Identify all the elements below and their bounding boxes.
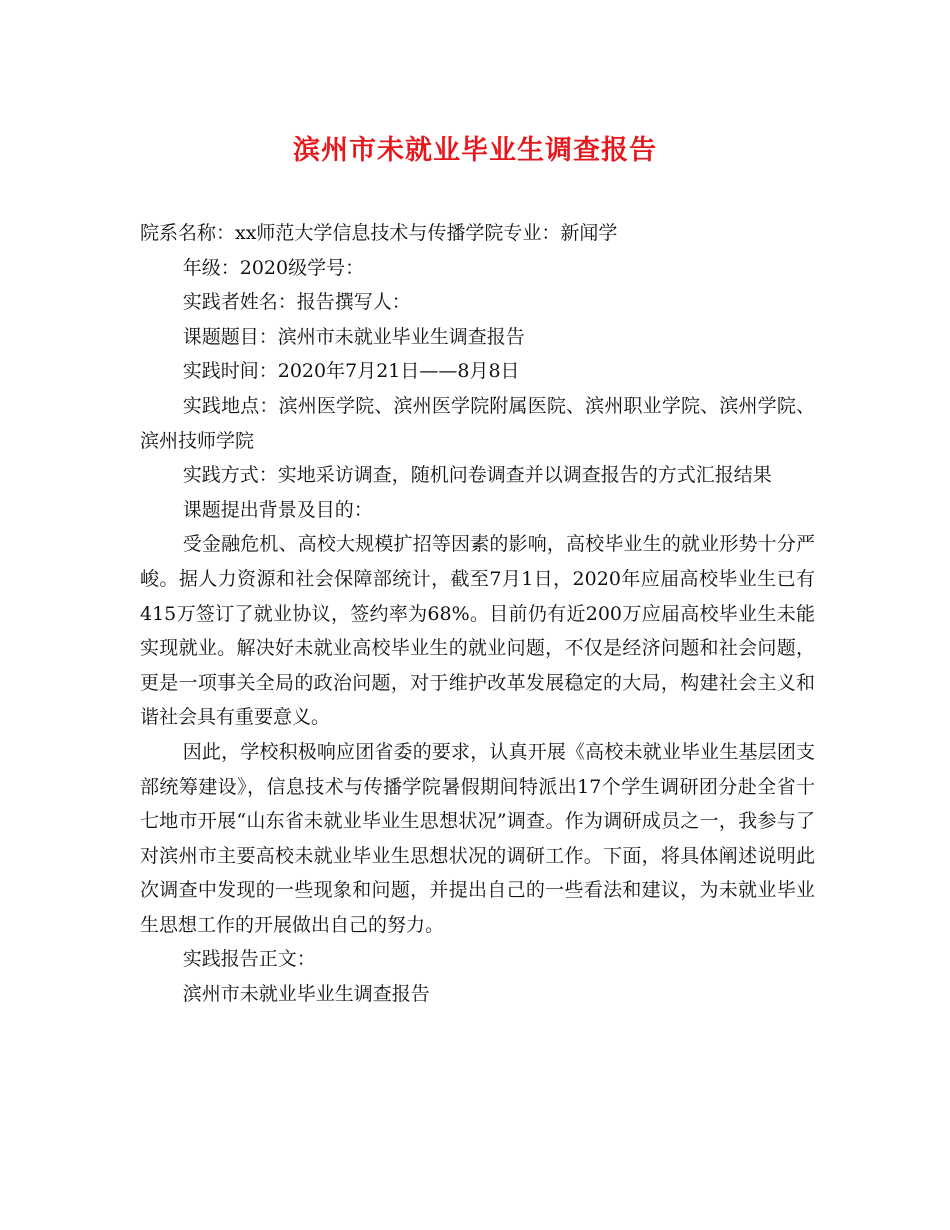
- background-paragraph: 受金融危机、高校大规模扩招等因素的影响，高校毕业生的就业形势十分严峻。据人力资源和社会保障部统计，截至7月1日，2020年应届高校毕业生已有415万签订了就业协议，签约率为68%。目前仍有近200万应届高校毕业生未能实现就业。解决好未就业高校毕业生的就业问题，不仅是经济问题和社会问题，更是一项事关全局的政治问题，对于维护改革发展稳定的大局，构建社会主义和谐社会具有重要意义。: [140, 533, 815, 729]
- document-body: [140, 216, 815, 1012]
- topic-line: 课题题目：滨州市未就业毕业生调查报告: [182, 325, 525, 348]
- purpose-paragraph: 因此，学校积极响应团省委的要求，认真开展《高校未就业毕业生基层团支部统筹建设》，信息技术与传播学院暑假期间特派出17个学生调研团分赴全省十七地市开展“山东省未就业毕业生思想状况”调查。作为调研成员之一，我参与了对滨州市主要高校未就业毕业生思想状况的调研工作。下面，将具体阐述说明此次调查中发现的一些现象和问题，并提出自己的一些看法和建议，为未就业毕业生思想工作的开展做出自己的努力。: [140, 740, 815, 936]
- grade-line: 年级：2020级学号：: [182, 256, 365, 279]
- department-line: 院系名称：xx师范大学信息技术与传播学院专业：新闻学: [140, 222, 618, 244]
- background-heading: 课题提出背景及目的：: [182, 498, 373, 521]
- location-line: 实践地点：滨州医学院、滨州医学院附属医院、滨州职业学院、滨州学院、滨州技师学院: [140, 394, 815, 452]
- practitioner-line: 实践者姓名：报告撰写人：: [182, 291, 411, 314]
- document-title: 滨州市未就业毕业生调查报告: [293, 135, 657, 166]
- report-subtitle: 滨州市未就业毕业生调查报告: [182, 983, 430, 1006]
- method-line: 实践方式：实地采访调查，随机问卷调查并以调查报告的方式汇报结果: [182, 464, 772, 487]
- report-body-heading: 实践报告正文：: [182, 948, 316, 971]
- time-line: 实践时间：2020年7月21日——8月8日: [182, 360, 520, 383]
